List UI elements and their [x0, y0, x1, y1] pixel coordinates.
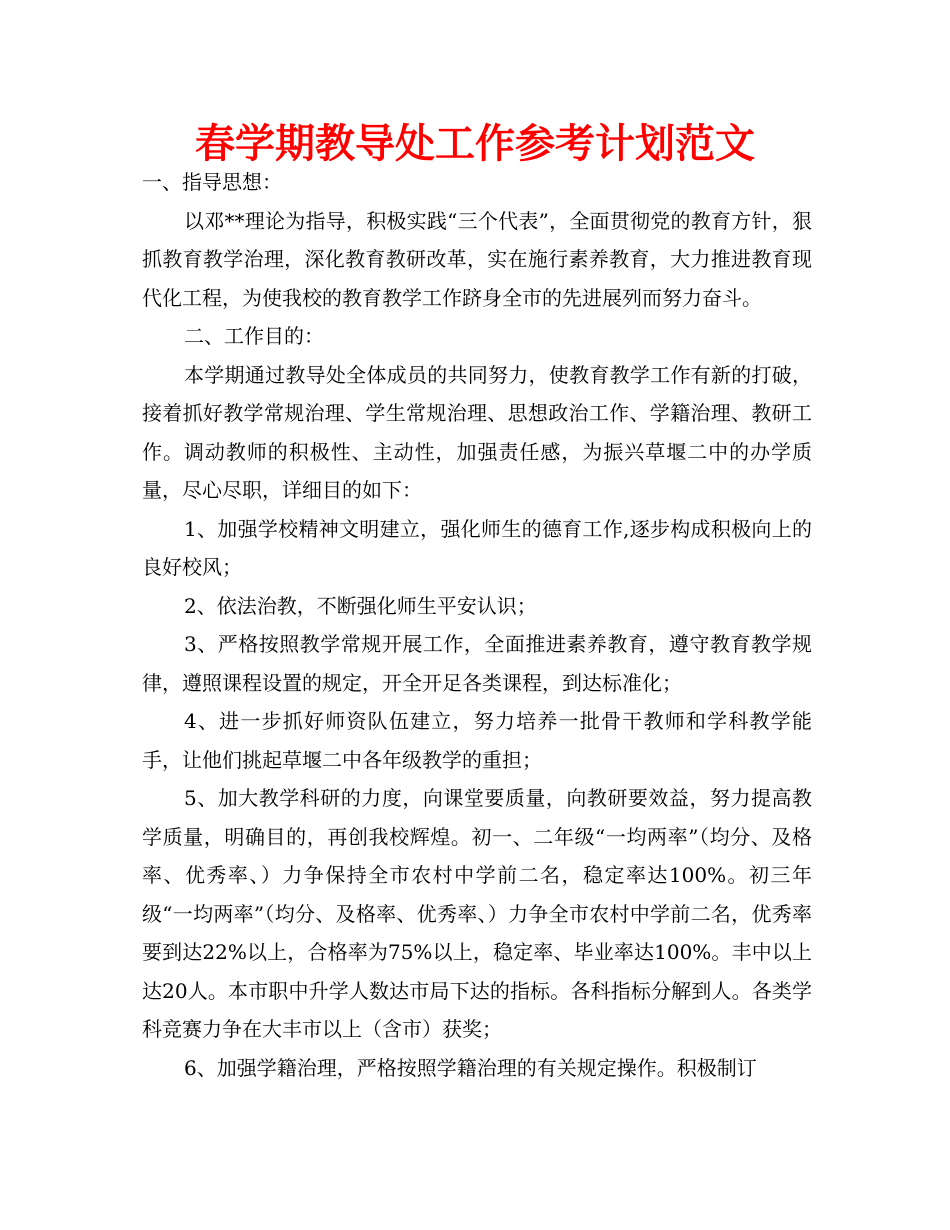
paragraph: 3、严格按照教学常规开展工作，全面推进素养教育，遵守教育教学规律，遵照课程设置的规定，开全开足各类课程，到达标准化； [142, 632, 812, 695]
paragraph: 1、加强学校精神文明建立，强化师生的德育工作,逐步构成积极向上的良好校风； [142, 516, 812, 579]
paragraph: 6、加强学籍治理，严格按照学籍治理的有关规定操作。积极制订 [184, 1055, 757, 1080]
paragraph: 5、加大教学科研的力度，向课堂要质量，向教研要效益，努力提高教学质量，明确目的，再创我校辉煌。初一、二年级“一均两率”（均分、及格率、优秀率、）力争保持全市农村中学前二名，稳定率达100%。初三年级“一均两率”（均分、及格率、优秀率、）力争全市农村中学前二名，优秀率要到达22%以上，合格率为75%以上，稳定率、毕业率达100%。丰中以上达20人。本市职中升学人数达市局下达的指标。各科指标分解到人。各类学科竞赛力争在大丰市以上（含市）获奖； [142, 786, 812, 1041]
paragraph: 2、依法治教，不断强化师生平安认识； [184, 593, 537, 618]
paragraph: 一、指导思想： [142, 170, 282, 194]
document-body [142, 163, 812, 1087]
paragraph: 以邓**理论为指导，积极实践“三个代表”，全面贯彻党的教育方针，狠抓教育教学治理，深化教育教研改革，实在施行素养教育，大力推进教育现代化工程，为使我校的教育教学工作跻身全市的先进展列而努力奋斗。 [142, 208, 812, 310]
paragraph: 本学期通过教导处全体成员的共同努力，使教育教学工作有新的打破，接着抓好教学常规治理、学生常规治理、思想政治工作、学籍治理、教研工作。调动教师的积极性、主动性，加强责任感，为振兴草堰二中的办学质量，尽心尽职，详细目的如下： [142, 362, 812, 502]
paragraph: 二、工作目的： [184, 324, 324, 348]
paragraph: 4、进一步抓好师资队伍建立，努力培养一批骨干教师和学科教学能手，让他们挑起草堰二中各年级教学的重担； [142, 709, 812, 772]
document-title: 春学期教导处工作参考计划范文 [195, 120, 755, 167]
